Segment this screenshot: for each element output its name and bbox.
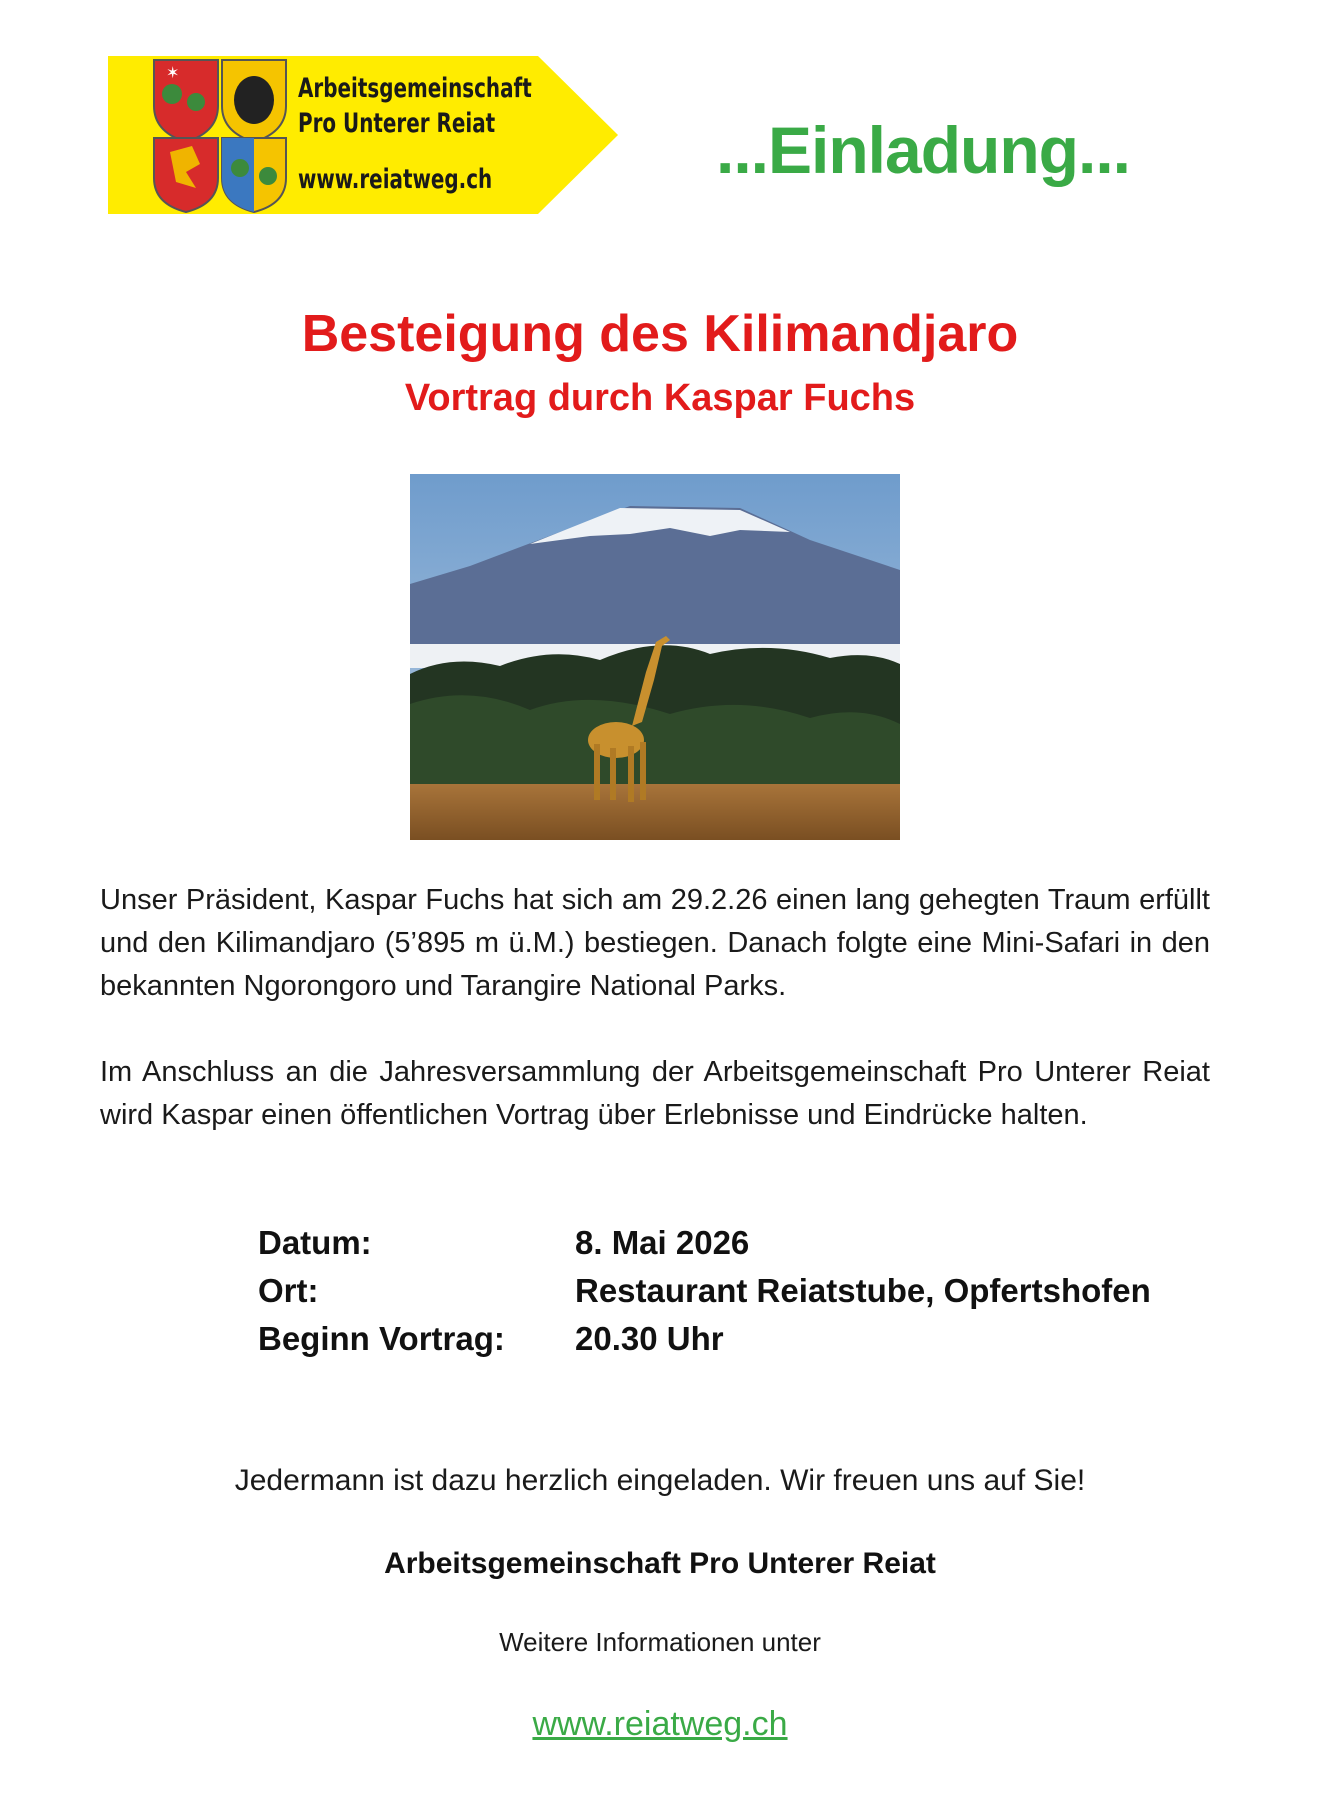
detail-value: 20.30 Uhr — [575, 1320, 724, 1357]
coat-of-arms-red-lion — [154, 138, 218, 212]
event-subtitle: Vortrag durch Kaspar Fuchs — [404, 377, 916, 419]
detail-label: Datum: — [258, 1224, 372, 1261]
coat-of-arms-yellow-animal — [222, 60, 286, 142]
lecture-paragraph: Im Anschluss an die Jahresversammlung der Arbeitsgemeinschaft Pro Unterer Reiat wird Kaspar einen öffentlichen Vortrag über Erlebnisse und Eindrücke halten. — [100, 1056, 1210, 1131]
detail-value: Restaurant Reiatstube, Opfertshofen — [575, 1272, 1151, 1309]
more-info-text: Weitere Informationen unter — [499, 1627, 821, 1657]
logo-text-line2: Pro Unterer Reiat — [298, 108, 496, 139]
detail-label: Beginn Vortrag: — [258, 1320, 505, 1357]
logo-url: www.reiatweg.ch — [298, 164, 493, 195]
event-title: Besteigung des Kilimandjaro — [301, 305, 1019, 363]
coat-of-arms-red-vine — [154, 60, 218, 142]
logo-text-line1: Arbeitsgemeinschaft — [298, 73, 532, 104]
detail-value: 8. Mai 2026 — [575, 1224, 750, 1261]
coat-of-arms-blue-vine — [222, 138, 286, 212]
organization-logo — [108, 56, 618, 214]
website-link[interactable]: www.reiatweg.ch — [532, 1705, 788, 1743]
intro-paragraph: Unser Präsident, Kaspar Fuchs hat sich am 29.2.26 einen lang gehegten Traum erfüllt und den Kilimandjaro (5’895 m ü.M.) bestiegen. Danach folgte eine Mini-Safari in den bekannten Ngorongoro und Tarangire National Parks. — [100, 884, 1210, 1002]
organization-name: Arbeitsgemeinschaft Pro Unterer Reiat — [384, 1547, 936, 1580]
kilimanjaro-giraffe-photo — [410, 474, 900, 840]
invitation-heading: ...Einladung... — [716, 113, 1130, 187]
invitation-text: Jedermann ist dazu herzlich eingeladen. Wir freuen uns auf Sie! — [234, 1464, 1086, 1497]
svg-text:✶: ✶ — [166, 63, 180, 82]
detail-label: Ort: — [258, 1272, 319, 1309]
